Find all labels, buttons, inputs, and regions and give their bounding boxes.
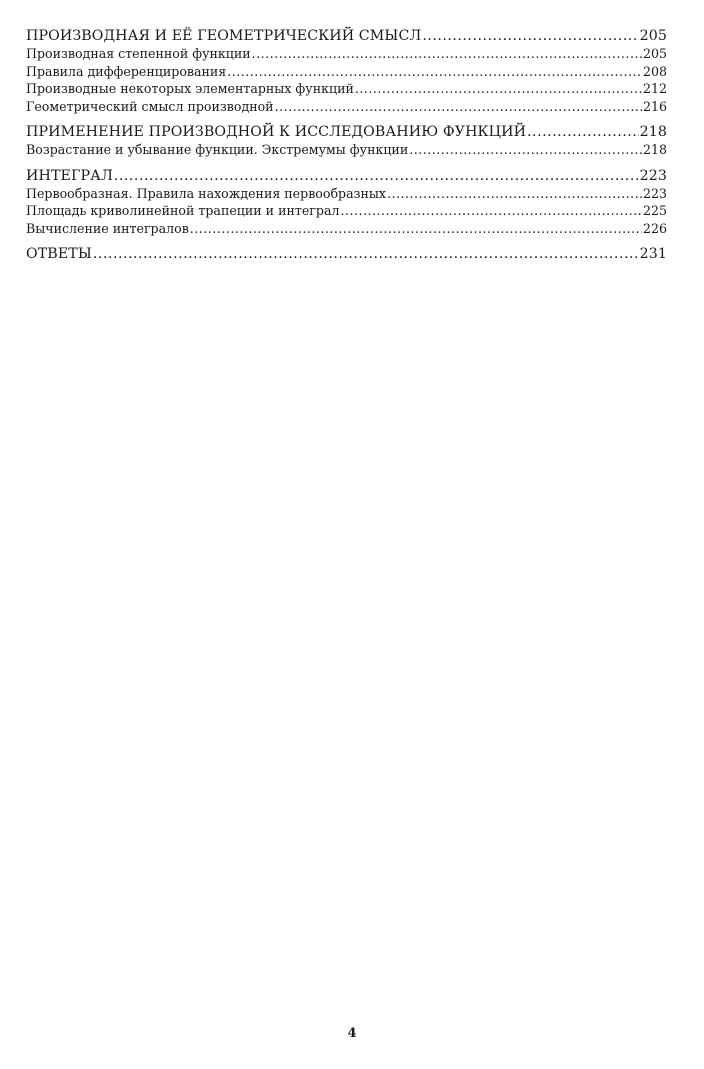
dot-leader [227,63,642,81]
dot-leader [422,28,638,45]
toc-section-integral [26,168,667,238]
toc-item[interactable] [26,202,667,220]
item-page-number: 216 [642,98,667,114]
item-page-number: 223 [642,185,667,201]
toc-item[interactable] [26,80,667,98]
toc-item[interactable] [26,98,667,116]
toc-chapter-heading[interactable] [26,124,667,141]
chapter-title: ИНТЕГРАЛ [26,167,113,184]
item-title: Первообразная. Правила нахождения первообразных [26,185,386,201]
toc-item[interactable] [26,45,667,63]
toc-section-answers [26,246,667,263]
item-title: Производная степенной функции [26,46,251,61]
toc-section-applications [26,124,667,159]
item-title: Вычисление интегралов [26,220,189,236]
dot-leader [190,220,642,238]
page-number: 4 [347,1026,357,1041]
item-page-number: 226 [642,220,667,236]
chapter-title: ПРИМЕНЕНИЕ ПРОИЗВОДНОЙ К ИССЛЕДОВАНИЮ ФУНКЦИЙ [26,124,527,140]
item-page-number: 218 [642,142,667,157]
toc-item[interactable] [26,220,667,238]
item-page-number: 208 [642,63,667,79]
dot-leader [252,45,642,63]
chapter-page-number: 205 [639,28,667,44]
toc-item[interactable] [26,141,667,159]
item-title: Геометрический смысл производной [26,98,274,114]
chapter-page-number: 223 [639,167,667,184]
item-title: Возрастание и убывание функции. Экстремумы функции [26,142,409,157]
dot-leader [387,185,642,203]
chapter-title: ОТВЕТЫ [26,246,92,262]
toc-section-derivative [26,28,667,115]
item-page-number: 225 [642,203,667,218]
item-page-number: 205 [642,46,667,61]
item-title: Площадь криволинейной трапеции и интеграл [26,203,340,218]
item-title: Правила дифференцирования [26,63,227,79]
toc-chapter-heading[interactable] [26,28,667,45]
chapter-title: ПРОИЗВОДНАЯ И ЕЁ ГЕОМЕТРИЧЕСКИЙ СМЫСЛ [26,28,422,44]
chapter-page-number: 231 [639,246,667,262]
dot-leader [355,80,642,98]
chapter-page-number: 218 [639,124,667,140]
dot-leader [409,141,642,159]
toc-chapter-heading[interactable] [26,246,667,263]
dot-leader [275,98,642,116]
toc-item[interactable] [26,185,667,203]
item-page-number: 212 [642,81,667,96]
dot-leader [527,124,639,141]
toc-chapter-heading[interactable] [26,168,667,185]
toc-item[interactable] [26,63,667,81]
dot-leader [114,168,639,185]
table-of-contents [26,28,667,272]
dot-leader [340,202,642,220]
item-title: Производные некоторых элементарных функций [26,81,354,96]
dot-leader [93,246,639,263]
